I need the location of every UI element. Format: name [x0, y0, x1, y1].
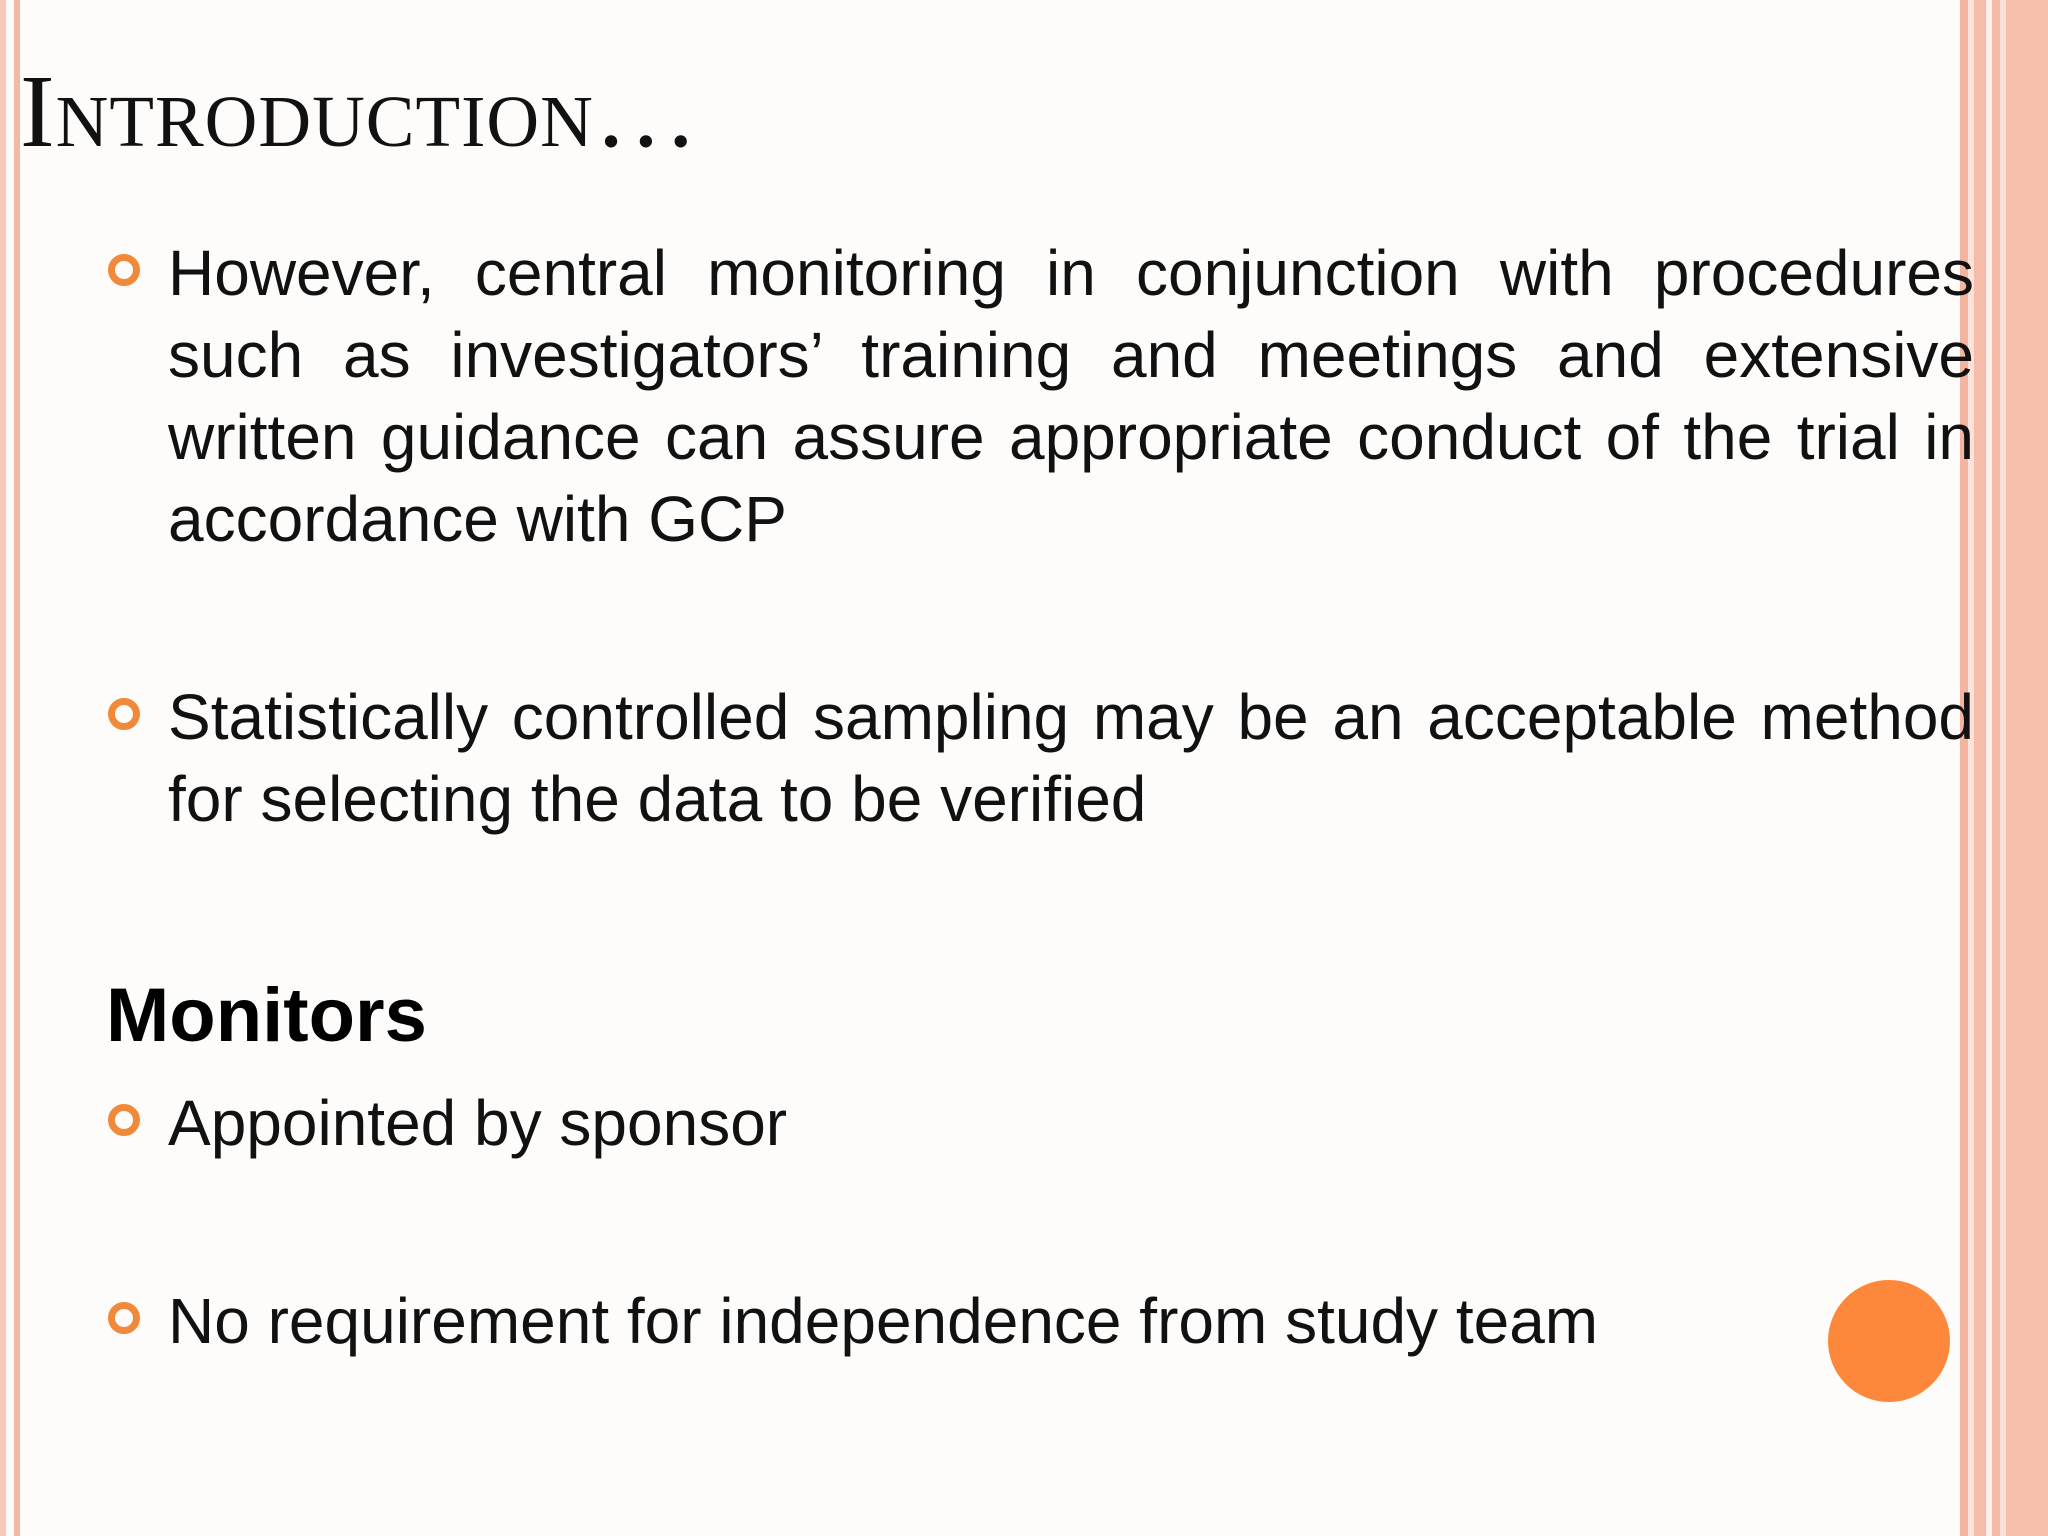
- bullet-text: Statistically controlled sampling may be an acceptable method for selecting the data to be verified: [168, 681, 1974, 835]
- bullet-item: [108, 232, 1974, 560]
- bullet-circle-icon: [108, 1302, 140, 1334]
- left-border-line: [0, 0, 6, 1536]
- bullet-item: [108, 676, 1974, 840]
- bullet-text: No requirement for independence from study team: [168, 1285, 1599, 1357]
- bullet-circle-icon: [108, 698, 140, 730]
- bullet-circle-icon: [108, 254, 140, 286]
- bullet-circle-icon: [108, 1104, 140, 1136]
- orange-circle-decoration: [1828, 1280, 1950, 1402]
- bullet-text: Appointed by sponsor: [168, 1087, 788, 1159]
- left-border-line: [14, 0, 20, 1536]
- section-heading: Monitors: [106, 973, 427, 1058]
- bullet-item: [108, 1280, 1974, 1362]
- bullet-item: [108, 1082, 1974, 1164]
- slide-title: Introduction…: [20, 54, 699, 169]
- bullet-text: However, central monitoring in conjunction with procedures such as investigators’ training and meetings and extensive written guidance can assure appropriate conduct of the trial in accordance with GCP: [168, 237, 1974, 555]
